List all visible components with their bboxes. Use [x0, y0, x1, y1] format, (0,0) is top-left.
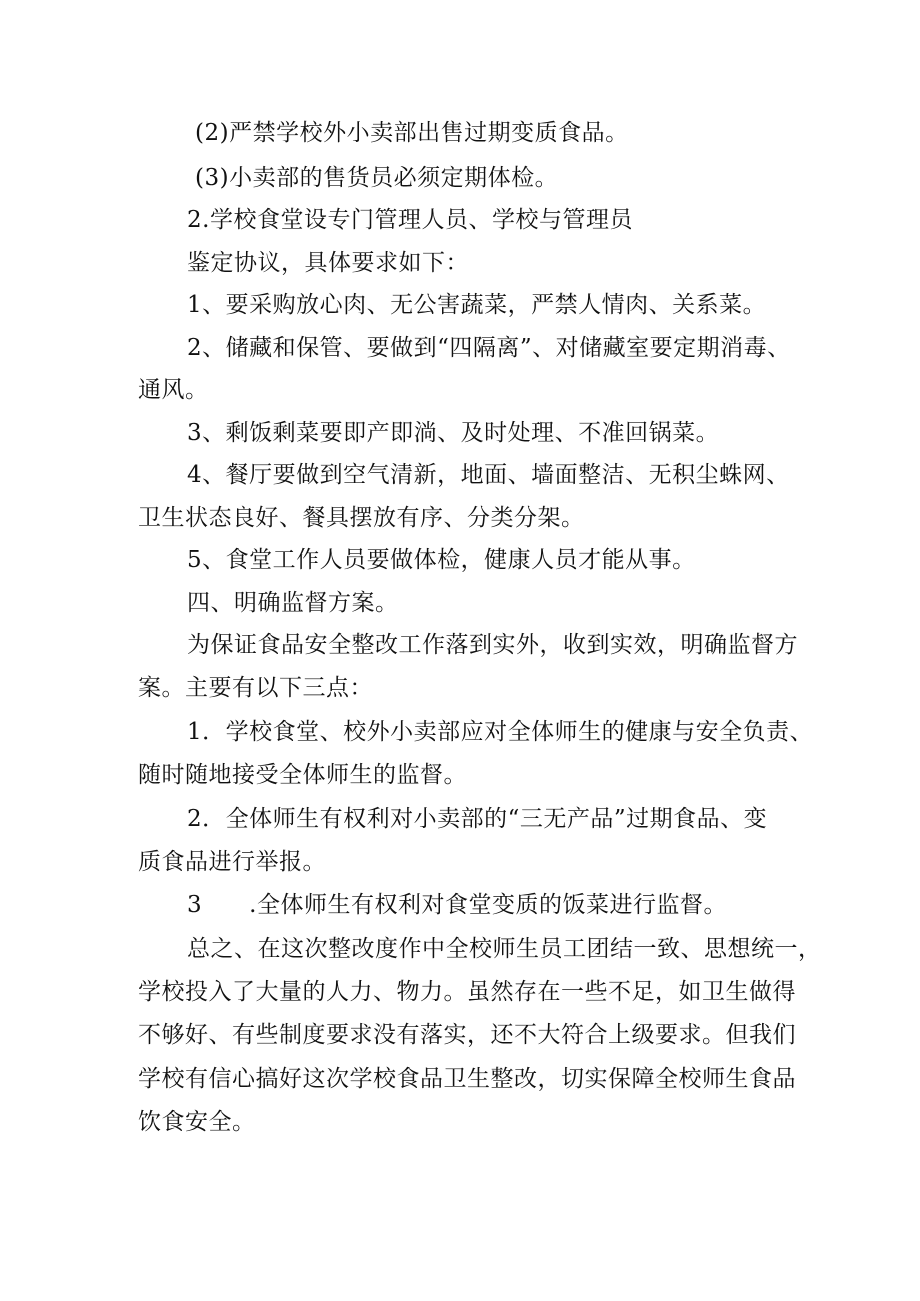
- text-line-12: 四、明确监督方案。: [187, 590, 399, 616]
- text-line-9: 4、餐厅要做到空气清新，地面、墙面整洁、无积尘蛛网、: [187, 462, 790, 488]
- text-line-4: 鉴定协议，具体要求如下：: [187, 250, 469, 276]
- text-line-10: 卫生状态良好、餐具摆放有序、分类分架。: [138, 505, 585, 531]
- text-line-2: (3)小卖部的售货员必须定期体检。: [195, 165, 559, 191]
- text-line-17: 2．全体师生有权利对小卖部的“三无产品”过期食品、变: [187, 806, 768, 832]
- text-line-14: 案。主要有以下三点：: [138, 675, 373, 701]
- text-line-22: 不够好、有些制度要求没有落实，还不大符合上级要求。但我们: [138, 1022, 796, 1048]
- text-line-16: 随时随地接受全体师生的监督。: [138, 762, 467, 788]
- text-line-8: 3、剩饭剩菜要即产即淌、及时处理、不准回锅菜。: [187, 420, 720, 446]
- text-line-7: 通风。: [138, 377, 209, 403]
- text-line-20: 总之、在这次整改度作中全校师生员工团结一致、思想统一，: [187, 936, 822, 962]
- text-line-13: 为保证食品安全整改工作落到实外，收到实效，明确监督方: [187, 632, 798, 658]
- text-line-19: 3 .全体师生有权利对食堂变质的饭菜进行监督。: [187, 892, 727, 918]
- text-line-21: 学校投入了大量的人力、物力。虽然存在一些不足，如卫生做得: [138, 979, 796, 1005]
- text-line-18: 质食品进行举报。: [138, 849, 326, 875]
- text-line-24: 饮食安全。: [138, 1109, 256, 1135]
- text-line-1: (2)严禁学校外小卖部出售过期变质食品。: [195, 120, 629, 146]
- text-line-5: 1、要采购放心肉、无公害蔬菜，严禁人情肉、关系菜。: [187, 292, 767, 318]
- text-line-6: 2、储藏和保管、要做到“四隔离”、对储藏室要定期消毒、: [187, 335, 791, 361]
- text-line-11: 5、食堂工作人员要做体检，健康人员才能从事。: [187, 547, 696, 573]
- text-line-23: 学校有信心搞好这次学校食品卫生整改，切实保障全校师生食品: [138, 1066, 796, 1092]
- text-line-3: 2.学校食堂设专门管理人员、学校与管理员: [187, 207, 633, 233]
- text-line-15: 1．学校食堂、校外小卖部应对全体师生的健康与安全负责、: [187, 719, 814, 745]
